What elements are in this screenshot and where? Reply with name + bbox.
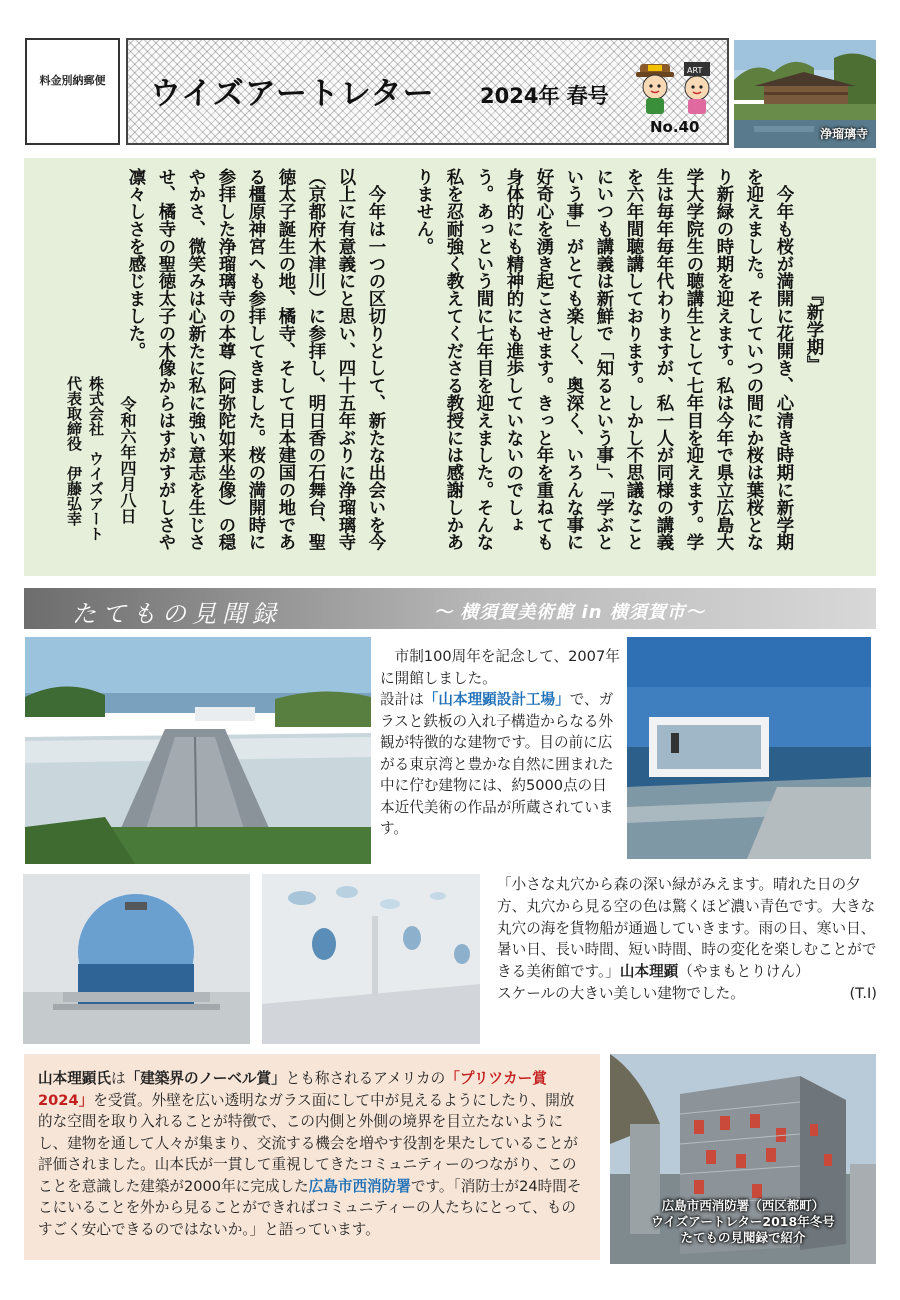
fire-station-caption: 広島市西消防署（西区都町） ウイズアートレター2018年冬号 たてもの見聞録で紹介 bbox=[651, 1198, 835, 1245]
postage-box bbox=[25, 38, 120, 145]
museum-quote bbox=[497, 874, 877, 1005]
temple-photo bbox=[734, 40, 876, 148]
article-sentence: 市制100周年を記念して、2007年に開館しました。 bbox=[380, 648, 620, 687]
award-name: 「プリツカー賞2024」 bbox=[38, 1070, 547, 1109]
essay-title: 『新学期』 bbox=[803, 286, 823, 373]
essay-body bbox=[118, 168, 828, 568]
section-subtitle: ～ 横須賀美術館 in 横須賀市～ bbox=[434, 602, 705, 623]
architect-name-highlight: 山本理顕氏 bbox=[38, 1070, 111, 1087]
architect-name: 山本理顕 bbox=[619, 963, 679, 981]
newsletter-title: ウイズアートレター bbox=[150, 76, 435, 112]
essay-paragraph: 今年は一つの区切りとして、新たな出会いを今以上に有意義にと思い、四十五年ぶりに浄瑠璃寺（京都府木津川）に参拝し、明日香の石舞台、聖徳太子誕生の地、橘寺、そして日本建国の地である橿原神宮へも参拝してきました。桜の満開時に参拝した浄瑠璃寺の本尊（阿弥陀如来坐像）の穏やかさ、微笑みは心新たに私に強い意志を生じさせ、橘寺の聖徳太子の木像からはすがすがしさや凛々しさを感じました。 bbox=[125, 168, 385, 551]
article-text: 市制100周年を記念して、2007年に開館しました。 設計は「山本理顕設計工場」で、ガラスと鉄板の入れ子構造からなる外観が特徴的な建物です。目の前に広がる東京湾と豊かな自然に囲まれた中に佇む建物には、約5000点の日本近代美術の作品が所蔵されています。 bbox=[380, 648, 620, 837]
quote-closing: スケールの大きい美しい建物でした。 bbox=[497, 984, 745, 1002]
mascot-characters-icon bbox=[634, 60, 718, 118]
company-name: 株式会社 ウイズアート bbox=[87, 376, 105, 541]
essay-date: 令和六年四月八日 bbox=[118, 396, 137, 524]
architect-reading: （やまもとりけん） bbox=[678, 963, 810, 981]
museum-roof-photo bbox=[25, 637, 371, 864]
issue-number: No.40 bbox=[650, 118, 700, 136]
section-banner bbox=[24, 588, 876, 629]
issue-label: 2024年 春号 bbox=[480, 84, 609, 108]
masthead bbox=[126, 38, 729, 145]
temple-photo-caption: 浄瑠璃寺 bbox=[819, 127, 868, 141]
ceo-name: 代表取締役 伊藤弘幸 bbox=[65, 376, 83, 526]
circular-opening-photo bbox=[23, 874, 250, 1044]
museum-glass-photo bbox=[627, 637, 871, 859]
quote-text: 「小さな丸穴から森の深い緑がみえます。晴れた日の夕方、丸穴から見る空の色は驚くほど濃い青色です。大きな丸穴の海を貨物船が通過していきます。雨の日、寒い日、暑い日、長い時間、短い時間、時の変化を楽しむことができる美術館です。」 bbox=[497, 876, 877, 981]
award-box: 山本理顕氏は「建築界のノーベル賞」とも称されるアメリカの「プリツカー賞2024」を受賞。外壁を広い透明なガラス面にして中が見えるようにしたり、開放的な空間を取り入れることが特徴で、この内側と外側の境界を目立たないようにし、建物を通して人々が集まり、交流する機会を増やす役割を果たしていることが評価されました。山本氏が一貫して重視してきたコミュニティーのつながり、このことを意識した建築が2000年に完成した広島市西消防署です。「消防士が24時間そこにいることを外から見ることができればコミュニティーの人たちにとって、ものすごく安心できるのではないか。」と語っています。 bbox=[24, 1054, 600, 1260]
essay-paragraph: 今年も桜が満開に花開き、心清き時期に新学期を迎えました。そしていつの間にか桜は葉桜となり新緑の時期を迎えます。私は今年で県立広島大学大学院生の聴講生として七年目を迎えます。学生は毎年毎年代わりますが、私一人が同様の講義を六年間聴講しております。しかし不思議なことにいつも講義は新鮮で「知るという事」、「学ぶという事」がとても楽しく、奥深く、いろんな事に好奇心を湧き起こさせます。きっと年を重ねても身体的にも精神的にも進歩していないのでしょう。あっという間に七年目を迎えました。そんな私を忍耐強く教えてくださる教授には感謝しかありません。 bbox=[413, 168, 793, 551]
fire-station-name: 広島市西消防署 bbox=[308, 1177, 411, 1195]
author-initials: (T.I) bbox=[849, 984, 877, 1002]
section-title: たてもの見聞録 bbox=[72, 600, 282, 628]
essay-box bbox=[24, 158, 876, 576]
postage-label: 料金別納郵便 bbox=[39, 74, 106, 87]
svg-text:ART: ART bbox=[687, 66, 703, 75]
award-nickname: 「建築界のノーベル賞」 bbox=[125, 1070, 286, 1087]
holes-ceiling-photo bbox=[262, 874, 480, 1044]
architect-office-name: 「山本理顕設計工場」 bbox=[423, 691, 570, 708]
